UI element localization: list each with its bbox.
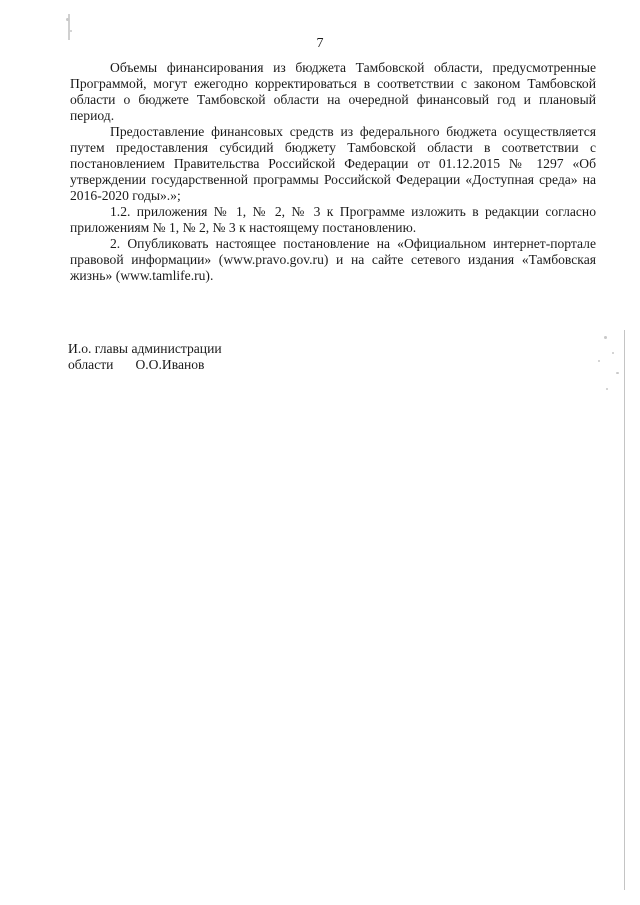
scan-speck (66, 18, 69, 21)
scan-speck (616, 372, 619, 374)
signatory-name: О.О.Иванов (135, 357, 205, 372)
document-body (70, 60, 596, 284)
paragraph-federal-funds: Предоставление финансовых средств из федерального бюджета осуществляется путем предоставления субсидий бюджету Тамбовской области в соответствии с постановлением Правительства Российской Федерации от 01.12.2015 № 1297 «Об утверждении государственной программы Российской Федерации «Доступная среда» на 2016-2020 годы».»; (70, 124, 596, 203)
scan-artifact-right-edge (624, 330, 625, 890)
scan-speck (70, 30, 72, 32)
paragraph-funding-volumes: Объемы финансирования из бюджета Тамбовской области, предусмотренные Программой, могут ежегодно корректироваться в соответствии с законом Тамбовской области о бюджете Тамбовской области на очередной финансовый год и плановый период. (70, 60, 596, 123)
scan-speck (612, 352, 614, 354)
scan-speck (598, 360, 600, 362)
scan-speck (604, 336, 607, 339)
paragraph-item-2-publish: 2. Опубликовать настоящее постановление на «Официальном интернет-портале правовой информации» (www.pravo.gov.ru) и на сайте сетевого издания «Тамбовская жизнь» (www.tamlife.ru). (70, 236, 596, 283)
page-number: 7 (316, 36, 324, 51)
signature-block (68, 341, 222, 373)
signature-line2 (68, 357, 222, 373)
paragraph-item-1-2: 1.2. приложения № 1, № 2, № 3 к Программе изложить в редакции согласно приложениям № 1, № 2, № 3 к настоящему постановлению. (70, 204, 596, 235)
signature-title-line1: И.о. главы администрации (68, 341, 222, 356)
scan-speck (606, 388, 608, 390)
signature-title-line2: области (68, 357, 114, 372)
